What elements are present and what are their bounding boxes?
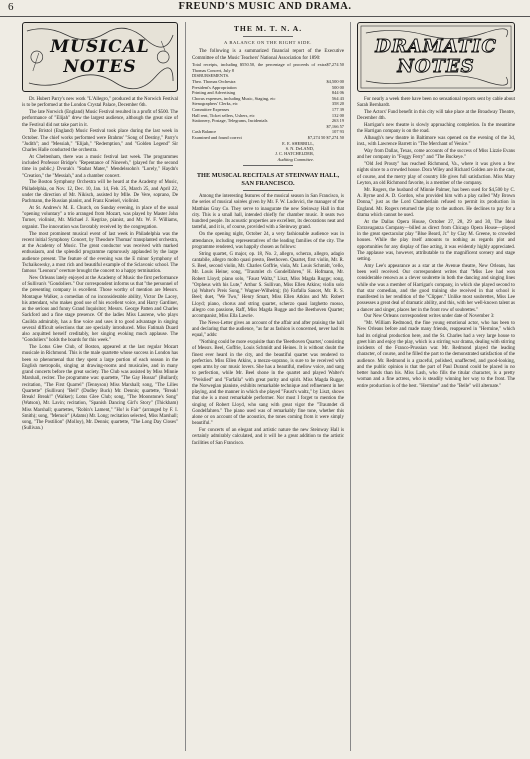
paragraph: Amy Lee's appearance as a star at the Avenue theatre, New Orleans, has been well received. Our correspondent writes that "Miss Lee had won considerable renown as a clever soubrette in both the dancing and singing lines while she was a member of Harrigan's company, in which she played second to that star comedian, and the good training she received in that school is manifested in her rendition of the "Clipper." Unlike most soubrettes, Miss Lee possesses a great deal of dramatic ability, and this, with her well-known talent as a dancer and singer, places her in the front row of soubrettes." [357,263,515,313]
recitals-body [192,194,344,447]
auditors [192,141,344,163]
paragraph: For concerts of an elegant and artistic nature the new Steinway Hall is certainly admirably calculated, and it will be a great addition to the artistic facilities of San Francisco. [192,428,344,446]
paragraph: At St. Andrew's M. E. Church, on Sunday evening, in place of the usual "opening voluntary" a trio arranged from Mozart, was played by Master John Turner, violinist, Mr. Michael J. Kegrize, pianist, and Mr. W. F. Williams, organist. The innovation was favorably received by the congregation. [22,205,178,230]
financial-amount: 844 06 [331,90,344,96]
auditing-committee-label: Auditing Committee. [277,156,314,162]
paragraph: The late Norwich (England) Music Festival resulted in a profit of $500. The performance of "Elijah" drew the largest audience, although the great size of the Festival did not take part in it. [22,110,178,128]
auditor-name: S. N. DeLAND, [285,146,314,152]
mtna-title: THE M. T. N. A. [233,24,303,33]
financial-label: Hall rent, Ticket sellers, Ushers, etc [192,112,255,118]
financial-label: Total receipts, including $550.50, the percentage of proceeds of extra Thomas Concert, July 8 [192,62,327,73]
financial-label: Examined and found correct [192,135,242,141]
financial-label: Printing and Advertising [192,90,236,96]
dramatic-notes-title: DRAMATIC NOTES [375,36,497,77]
paragraph: Harrigan's new theatre is slowly approaching completion. In the meantime the Harrigan company is on the road. [357,123,515,135]
paragraph: "Old Jed Prouty" has reached Richmond, Va., where it was given a few nights since to a crowded house. Dora Wiley and Richard Golden are in the cast, of course, and the merry play of country life gives full satisfaction. Miss Mary Leyton, an old Richmond favorite, is a member of the company. [357,162,515,186]
page-number: 6 [8,1,14,13]
financial-label: Theo. Thomas Orchestra [192,79,236,85]
paragraph: Way from Dallas, Texas, come accounts of the success of Miss Lizzie Evans and her company in "Foggy Ferry" and "The Buckeye." [357,149,515,161]
mtna-intro: The following is a summarized financial report of the Executive Committee of the Music Teachers' National Association for 1890: [192,49,344,61]
financial-label: President's Appropriation [192,84,237,90]
column-musical-notes [22,22,178,759]
auditor-name: J. C. HATCHELDER, [275,151,314,157]
dramatic-notes-body [357,97,515,390]
financial-label: Stenographers' Clerks, etc [192,101,238,107]
financial-amount: $7,274 50 $7,274 50 [307,135,344,141]
recitals-title: THE MUSICAL RECITALS AT STEINWAY HALL, SAN FRANCISCO. [196,172,340,187]
paragraph: The News-Letter gives an account of the affair and after praising the hall and declaring that the audience, "as far as fashion is concerned, never had its equal," adds: [192,320,344,339]
financial-amount: 107 93 [331,129,344,135]
financial-label: DISBURSEMENTS. [192,73,230,79]
financial-amount: 358 20 [331,101,344,107]
column-rule [185,22,186,751]
financial-amount: 564 43 [331,95,344,101]
paragraph: String quartet, G major, op. 18, No. 2, allegro, scherzo, allegro, adagio cantabile, allegro molto quasi presto, Beethoven. Quartet, first violin, Mr. R. S. Beel, second violin, Mr. Charles Goffrie, viola, Mr. Louis Schmidt, 'cello, Mr. Louis Heine; song, "Traumlet ch Gondelfahren," H. Hofmann, Mr. Robert Lloyd; piano solo, "Faust Waltz," Liszt, Miss Magda Rugge; song, "Orpheus with his Lute," Arthur S. Sullivan, Miss Ellen Atkins; violin solo (a) Walter's Preis Song," Wagner-Wilhelmj; (b) Farfalla Saucet, Mr. R. S. Beel; duet, "We Two," Henry Smart, Miss Ellen Atkins and Mr. Robert Lloyd; piano, chorus and string quartet, scherzo quasi larghetto mosso, allegro con passione, Raff, Miss Magda Rugge and the Beethoven Quartet; accompanist, Miss Ella Lawrie. [192,251,344,320]
financial-label: Committee Expenses [192,107,230,113]
financial-amount: $7,166 57 [326,123,344,129]
musical-notes-banner [22,22,178,92]
musical-notes-body [22,97,178,433]
column-rule [350,22,351,751]
paragraph: Among the interesting features of the musical season in San Francisco, is the series of musical soirées given by Mr. F. W. Ludovici, the manager of the Matthias Gray Co. They serve to inaugurate the new Steinway Hall in that city. This is a small hall, intended chiefly for chamber music. It seats two hundred people. Its acoustic properties are excellent, its decorations neat and tasteful, and it is, of course, provided with a Steinway grand. [192,194,344,231]
paragraph: The most prominent musical event of last week in Philadelphia was the recent initial Symphony Concert, by Theodore Thomas' transplanted orchestra, at the Academy of Music. The great conductor was received with marked enthusiasm, and the splendid programme rapturously applauded by the large audience present. The feature of the evening was the E minor Symphony of Tschaikowsky, a most rich and beautiful example of the Sclavonic school. The famous "Leonora" overture brought the concert to a happy termination. [22,231,178,275]
paragraph: Mr. Rogers, the husband of Minnie Palmer, has been sued for $4,500 by C. A. Byrne and A. D. Gordon, who provided him with a play called "My Brown Donna," just as the Lord Chamberlain refused to permit its production in England. Mr. Rogers returned the play to the authors. He declines to pay for a drama which cannot be used. [357,187,515,218]
financial-amount: 177 39 [331,107,344,113]
paragraph: Our New Orleans correspondent writes under date of November 3: [364,314,495,320]
mtna-subtitle: A BALANCE ON THE RIGHT SIDE. [223,40,313,45]
paragraph: "Mr. William Redmond, the fine young emotional actor, who has been to New Orleans before and made many friends, reappeared in "Hermine," which had its original production here, and the St. Charles had a very large house to greet him and enjoy the play, which is a stirring war drama, dealing with stirring incidents of the Franco-Prussian war. Mr. Redmond played the leading character, of course, and he filled the part to the demonstrated satisfaction of the audience. Mr. Redmond is a graceful, polished, unaffected, and good-looking, and the public opinion is that the part of Paul Durand could be placed in no better hands than his. Miss Lash, who fills the titular character, is a pretty woman and a fine actress, who is steadily winning her way to the front. The entire production is of the best. "Hermine" and the "Belle" will alternate." [357,321,515,389]
section-divider [243,190,293,191]
paragraph: "Nothing could be more exquisite than the 'Beethoven Quartet,' consisting of Messrs. Beel, Goffrie, Louis Schmidt and Heines. It is without doubt the finest ever heard in the city, and the beautiful quartet was rendered to perfection. Miss Ellen Atkins, a mezzo-soprano, is sure to be received with open arms by our music lovers. She has a beautiful, mellow voice, and sang to perfection, while Mr. Beel shone in the quartet and played Walter's "Preislied" and "Farfalla" with great purity and spirit. Miss Magda Rugge, the Norwegian pianiste, exhibits remarkable technique and refinement in her playing, and the manner in which she played "Faust's waltz," by Liszt, shows that she is a most remarkable performer. Nor must I forget to mention the singing of Robert Lloyd, who sang with great vigor the "Traumdet di Gondelfahren." The piano used was of remarkably fine tone, whether this alone or on account of the acoustics, the tones coming from it were simply beautiful." [192,340,344,427]
financial-amount: 263 19 [331,118,344,124]
paragraph: At Cheltenham, there was a music festival last week. The programmes included Professor Bridge's "Repentance of Nineveh," (played for the second time in public,) Dvorak's "Stabat Mater," Mendelssohn's "Lorely," Haydn's "Creation," the "Messiah," and a chamber concert. [22,154,178,179]
paragraph: The Actors' Fund benefit in this city will take place at the Broadway Theatre, December 4th. [357,110,515,122]
financial-amount: 500 00 [331,84,344,90]
page-header [0,0,530,17]
paragraph: Albaugh's new theatre in Baltimore was opened on the evening of the 3d, inst., with Lawrence Barrett in "The Merchant of Venice." [357,136,515,148]
paragraph: Dr. Hubert Parry's new work "L'Allegro," produced at the Norwich Festival is to be performed at the London Crystal Palace, December 6th. [22,97,178,109]
financial-amount: $7,274 50 [326,62,344,68]
financial-label: Cash Balance [192,129,217,135]
paragraph: The Lotus Glee Club, of Boston, appeared at the last regular Mozart musicale in Richmond. This is the male quartette whose success in London has been so phenomenal that they spent a large portion of each season in the English metropolis, singing at drawing-rooms and musicales, and in many grand concerts before the great society. The Club was assisted by Miss Minnie Marshall, reciter. The programme was: quartette, "The Gay Hussar" (Bullard); recitation, "The First Quarrel" (Tennyson) Miss Marshall; song, "The Lilies Quartette" (Sullivan) "Bell" (Dudley Buck) Mr. Dennis; quartette, "Break! Break! Break!" (Walker); Lotus Glee Club; song, "The Moonstone's Song" (Watson), Mr. Lavin; recitation, "Spanish Dancing Girl's Story" (Thickham) Miss Marshall; quartettes, "Robin's Lament," "Ho! is Fair" (arranged by F. I. Smith); song, "Memoir" (Adams) Mr. Long; recitation selected, Miss Marshall; song, "The Postilion" (Molloy), Mr. Dennis; quartette, "The Long Day Closes" (Sullivan.) [22,345,178,432]
financial-amount: $4,500 00 [326,79,344,85]
paragraph: New Orleans lately enjoyed at the Academy of Music the first performance of Sullivan's "Gondoliers." Our correspondent informs us that "the personnel of the presenting company is excellent. Those worthy of mention are Messrs. Montague Walker, a comedian of no inconsiderable ability, Victor De Lacey, his attendant, who makes good use of his excellent voice, and Harry Gardiner, as the serious and funny Grand Inquisitor; Messrs. George Patten and Charles Sackford and a fine stage presence. Of the ladies Miss Laurene, who plays Casilda admirably, has a fine voice and uses it to good advantage in singing several difficult selections that are specially introduced. Miss Fatimah Duard also acquitted herself creditably, her singing evoking much applause. The "Gondoliers" holds the boards for this week." [22,275,178,344]
column-mtna [192,22,344,759]
musical-notes-title: MUSICAL NOTES [50,37,150,77]
paragraph: At the Dallas Opera House, October 27, 28, 29 and 30, The Ideal Extravaganza Company—billed as direct from Chicago Opera House—played in the great spectacular play "Blue Beard, Jr." by Clay M. Greene, to crowded houses. While the play itself amounts to nothing as regards plot and opportunities for any display of fine acting, it was evidently highly appreciated. The applause was, however, attributable to the magnificent scenery and stage setting. [357,219,515,263]
financial-amount: 132 00 [331,112,344,118]
paragraph: The Bristol (England) Music Festival took place during the last week in October. The chief works performed were Brahms' "Song of Destiny," Parry's "Judith"; and "Messiah," "Elijah," "Redemption," and "Golden Legend" Sir Charles Halle conducted the orchestra. [22,129,178,154]
paragraph: For nearly a week there have been no sensational reports sent by cable about Sarah Bernhardt. [357,97,515,109]
masthead: FREUND'S MUSIC AND DRAMA. [178,1,352,12]
column-dramatic-notes [357,22,515,759]
auditor-name: E. E. SHERRILL, [282,140,314,146]
financial-row [192,62,344,73]
title-divider [243,36,293,37]
dramatic-notes-banner [357,22,515,92]
financial-report [192,62,344,140]
section-divider [243,165,293,166]
financial-label: Stationery, Postage, Telegrams, Incidentals [192,118,268,124]
paragraph: On the opening night, October 24, a very fashionable audience was in attendance, including representatives of the leading families of the city. The programme rendered, was happily chosen as follows: [192,232,344,250]
financial-label: Chorus expenses, including Music, Staging, etc [192,95,276,101]
paragraph: The Boston Symphony Orchestra will be heard at the Academy of Music, Philadelphia, on Nov. 12, Dec. 10, Jan. 14, Feb. 25, March 25, and April 22, under the direction of Mr. Nikisch, assisted by Mlle. De Vere, soprano, De Pachmann, the Russian pianist, and Franz Kneisel, violinist. [22,180,178,205]
